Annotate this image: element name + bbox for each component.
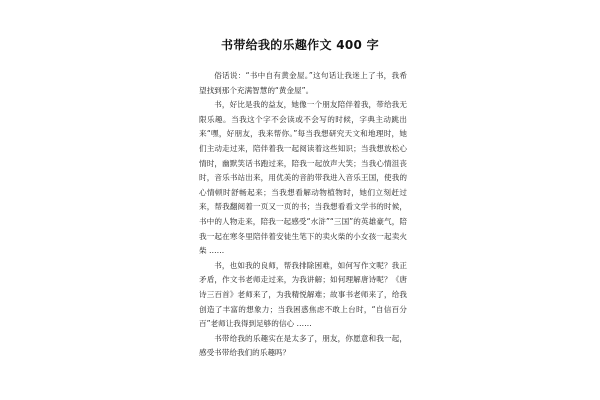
paragraph-4: 书带给我的乐趣实在是太多了，朋友，你愿意和我一起，感受书带给我们的乐趣吗？	[199, 333, 407, 358]
paragraph-2: 书，好比是我的益友，她像一个朋友陪伴着我，带给我无限乐趣。当我这个字不会读或不会写的时候，字典主动跳出来“嘿，好朋友，我来帮你。”每当我想研究天文和地理时，她们主动走过来，陪伴着我一起阅读着这些知识；当我想放松心情时，幽默笑话书跑过来，陪我一起放声大笑；当我心情沮丧时，音乐书站出来，用优美的音韵带我进入音乐王国，使我的心情顿时舒畅起来；当我想看解动物植物时，她们立刻赶过来，帮我翻阅着一页又一页的书；当我想看看文学书的时候，书中的人物走来，陪我一起感受“水浒”“三国”的英雄豪气，陪我一起在寒冬里陪伴着安徒生笔下的卖火柴的小女孩一起卖火柴 ……	[199, 100, 407, 256]
paragraph-3: 书，也如我的良师，帮我排除困难，如何写作文呢？我正矛盾，作文书老师走过来，为我讲解；如何理解唐诗呢？《唐诗三百首》老师来了，为我精悦解难；故事书老师来了，给我创造了丰富的想象力；当我困惑焦虑不敢上台时，“自信百分百”老师让我得到足够的信心 ……	[199, 260, 407, 329]
document-body	[199, 69, 407, 361]
document-title: 书带给我的乐趣作文 400 字	[221, 38, 379, 52]
paragraph-1: 俗话说：“书中自有黄金屋。”这句话让我迷上了书，我希望找到那个充满智慧的“黄金屋”。	[199, 71, 407, 95]
